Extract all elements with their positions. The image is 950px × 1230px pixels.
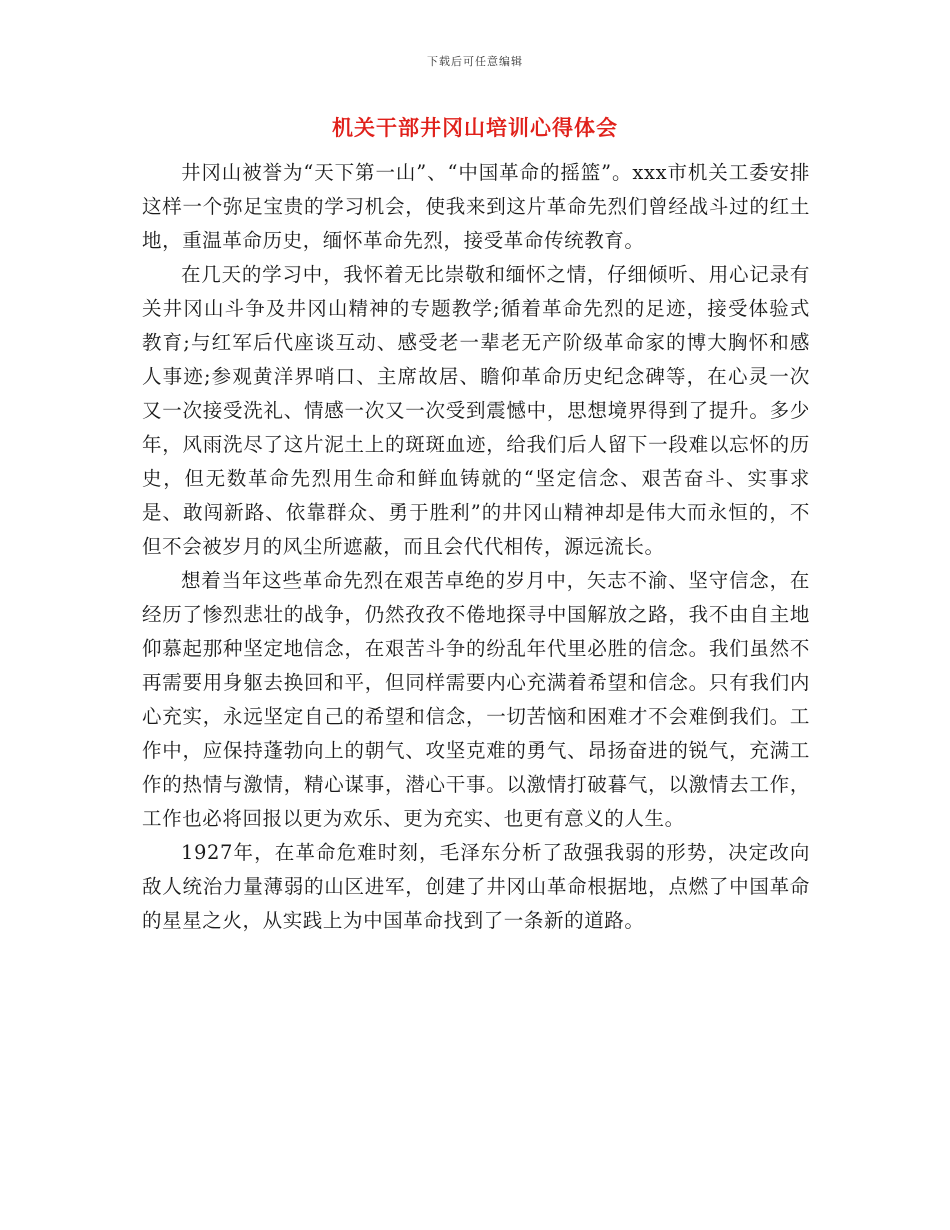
header-note: 下载后可任意编辑: [427, 55, 523, 68]
paragraph-3: 想着当年这些革命先烈在艰苦卓绝的岁月中，矢志不渝、坚守信念，在经历了惨烈悲壮的战争，仍然孜孜不倦地探寻中国解放之路，我不由自主地仰慕起那种坚定地信念，在艰苦斗争的纷乱年代里必胜的信念。我们虽然不再需要用身躯去换回和平，但同样需要内心充满着希望和信念。只有我们内心充实，永远坚定自己的希望和信念，一切苦恼和困难才不会难倒我们。工作中，应保持蓬勃向上的朝气、攻坚克难的勇气、昂扬奋进的锐气，充满工作的热情与激情，精心谋事，潜心干事。以激情打破暮气，以激情去工作，工作也必将回报以更为欢乐、更为充实、也更有意义的人生。: [142, 569, 810, 830]
paragraph-1: 井冈山被誉为“天下第一山”、“中国革命的摇篮”。xxx市机关工委安排这样一个弥足宝贵的学习机会，使我来到这片革命先烈们曾经战斗过的红土地，重温革命历史，缅怀革命先烈，接受革命传统教育。: [142, 161, 810, 252]
document-body: [142, 156, 810, 938]
paragraph-4: 1927年，在革命危难时刻，毛泽东分析了敌强我弱的形势，决定改向敌人统治力量薄弱的山区进军，创建了井冈山革命根据地，点燃了中国革命的星星之火，从实践上为中国革命找到了一条新的道路。: [142, 841, 810, 932]
document-title: 机关干部井冈山培训心得体会: [332, 115, 618, 140]
paragraph-2: 在几天的学习中，我怀着无比崇敬和缅怀之情，仔细倾听、用心记录有关井冈山斗争及井冈山精神的专题教学;循着革命先烈的足迹，接受体验式教育;与红军后代座谈互动、感受老一辈老无产阶级革命家的博大胸怀和感人事迹;参观黄洋界哨口、主席故居、瞻仰革命历史纪念碑等，在心灵一次又一次接受洗礼、情感一次又一次受到震憾中，思想境界得到了提升。多少年，风雨洗尽了这片泥土上的斑斑血迹，给我们后人留下一段难以忘怀的历史，但无数革命先烈用生命和鲜血铸就的“坚定信念、艰苦奋斗、实事求是、敢闯新路、依靠群众、勇于胜利”的井冈山精神却是伟大而永恒的，不但不会被岁月的风尘所遮蔽，而且会代代相传，源远流长。: [142, 263, 810, 558]
